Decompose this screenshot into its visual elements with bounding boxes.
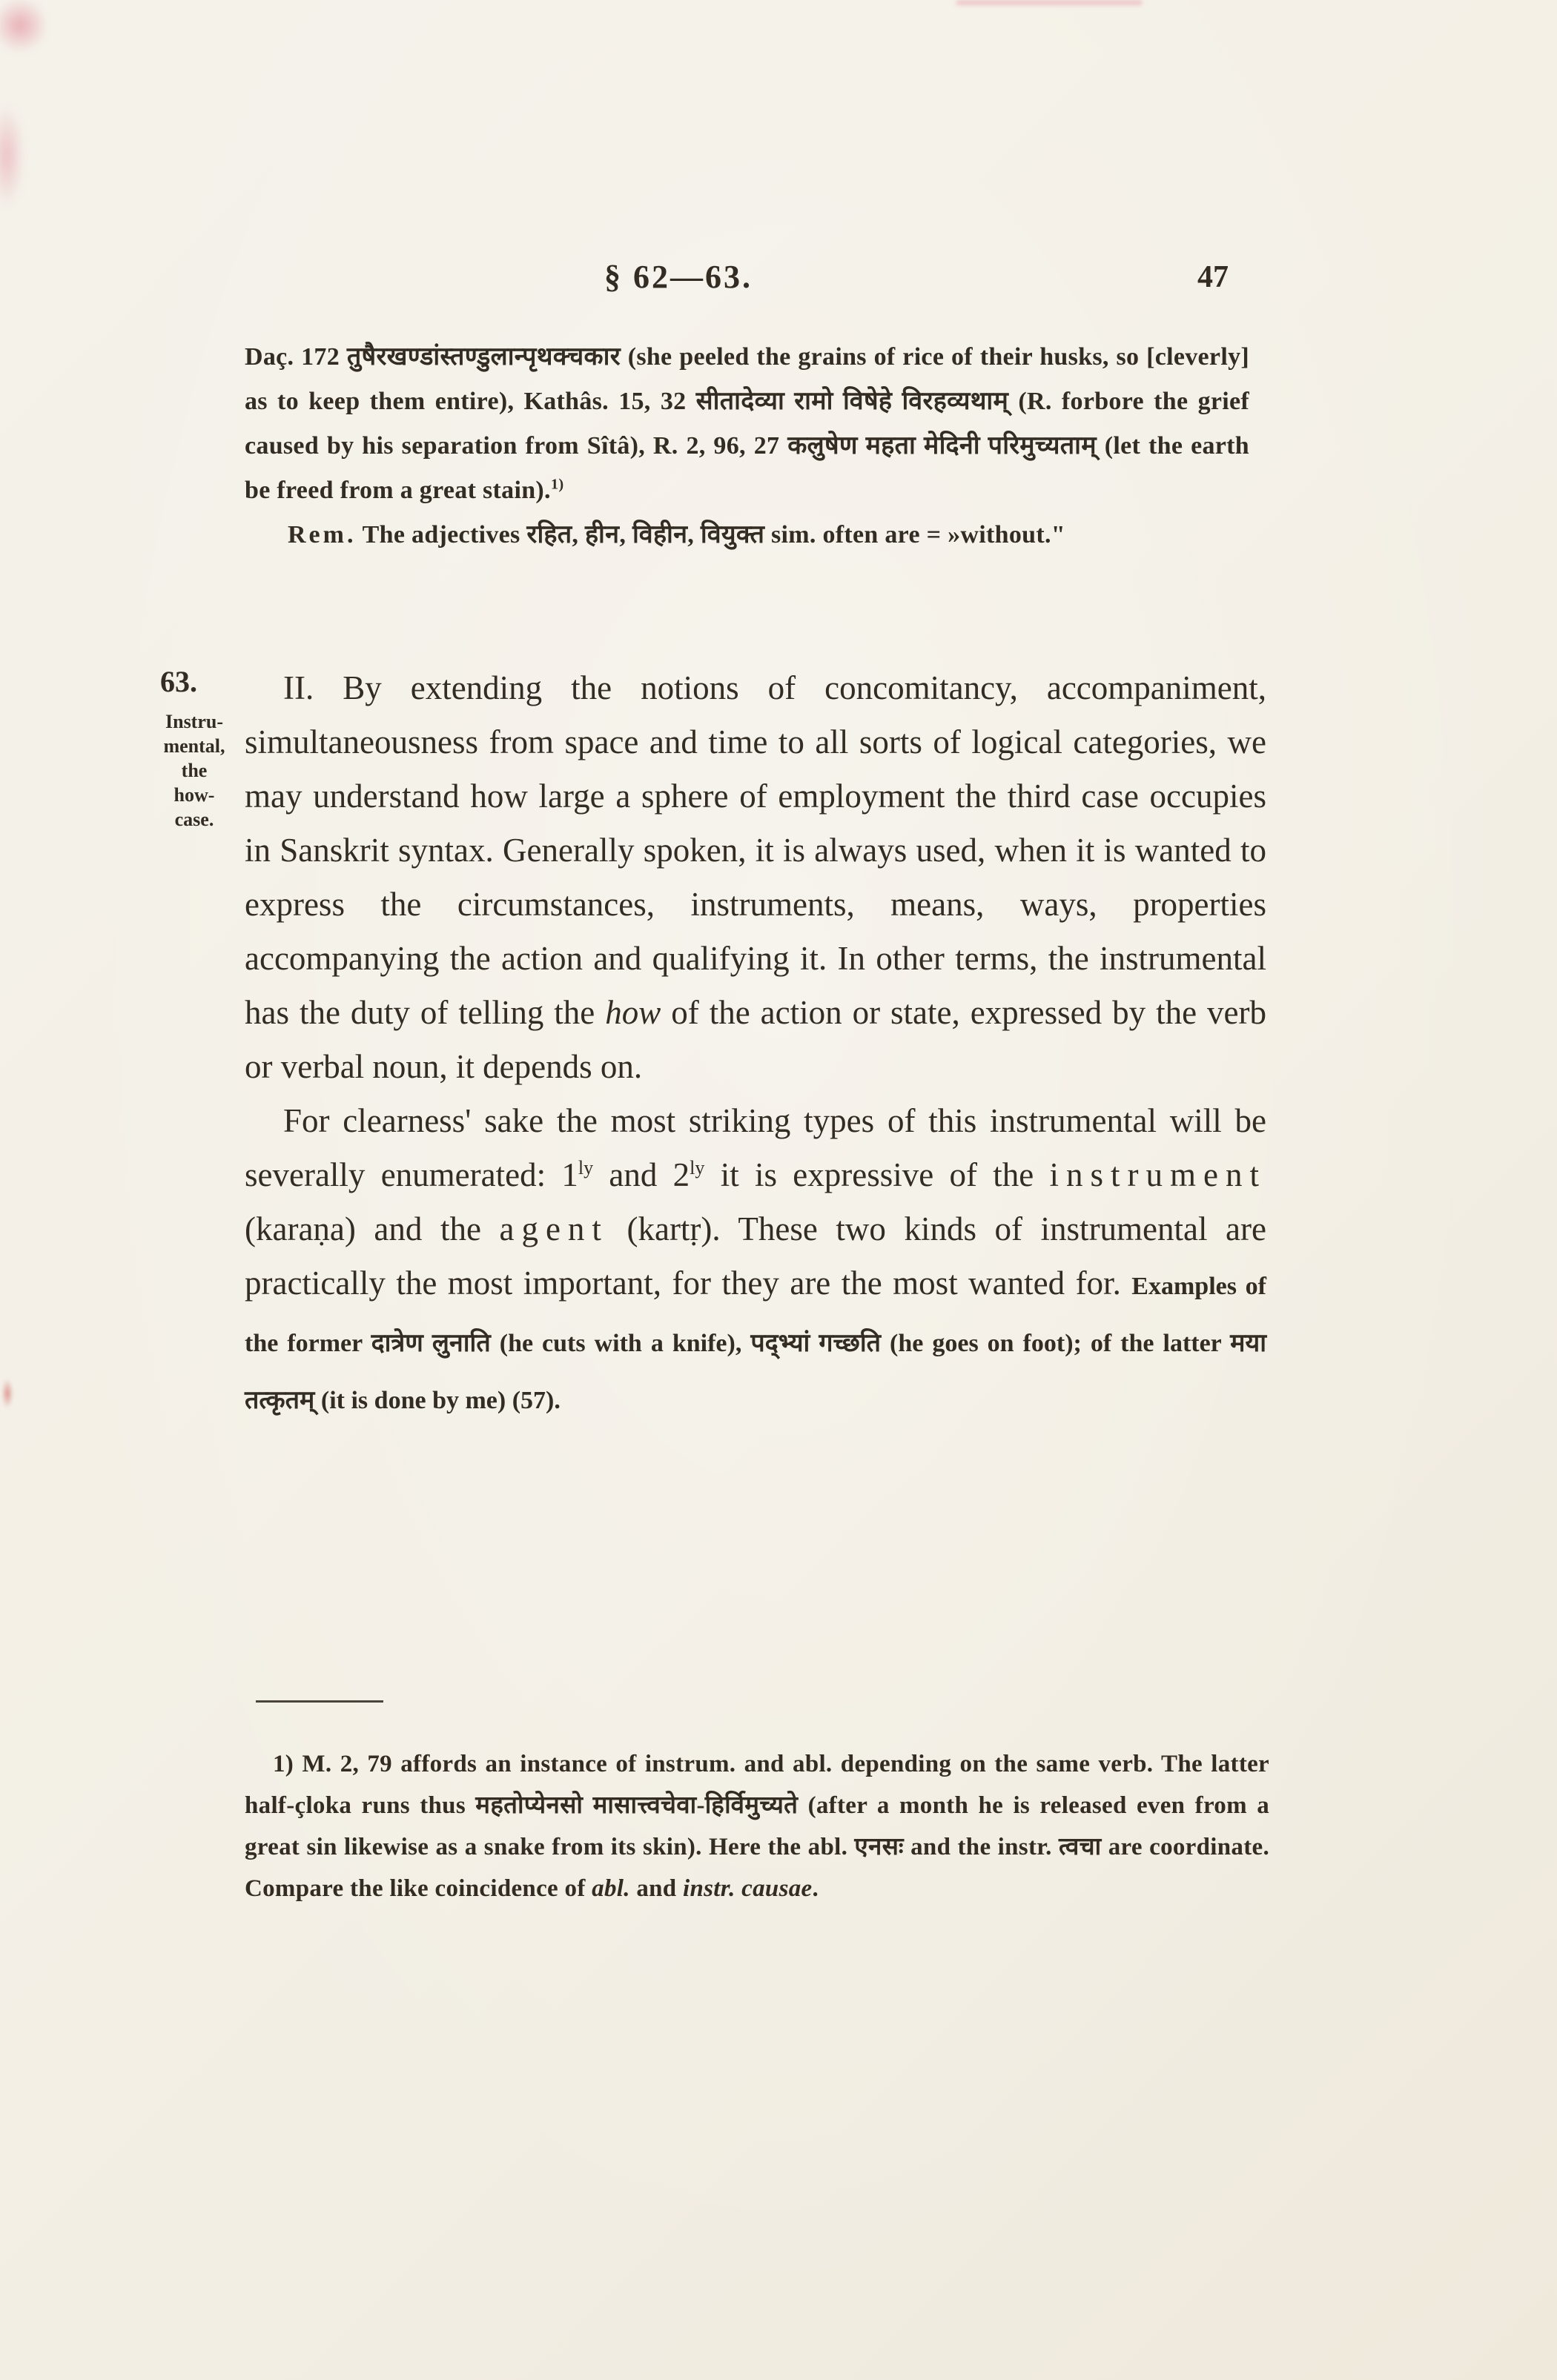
footnote-text: (after a month he is released even from a great sin likewise as a snake from its skin). Here the abl. [245, 1792, 1270, 1860]
footnote-text: are coordinate. Compare the like coincidence of [245, 1834, 1269, 1902]
english-gloss: (R. forbore the grief caused by his separation from Sîtâ), R. 2, 96, 27 [245, 388, 1250, 460]
page-number: 47 [1197, 260, 1229, 294]
body-text: II. By extending the notions of concomitancy, accompaniment, simultaneousness from space and time to all sorts of logical categories, we may understand how large a sphere of employment the third case occupies in Sanskrit syntax. Generally spoken, it is always used, when it is wanted to express the circumstances, instruments, means, ways, properties accompanying the action and qualifying it. In other terms, the instrumental has the duty of telling the [245, 669, 1266, 1031]
scan-artifact [0, 104, 24, 208]
scan-artifact [0, 0, 46, 55]
section-number: 63. [160, 665, 197, 698]
body-text: (kartṛ). These two kinds of instrumental are practically the most important, for they are the most wanted for. [245, 1210, 1266, 1302]
remark-text: The adjectives [356, 521, 527, 548]
main-text [245, 661, 1266, 1428]
cross-reference: (57) [512, 1387, 555, 1414]
footnote-paragraph [245, 1743, 1269, 1909]
remark-paragraph [245, 513, 1249, 557]
footnote-text: . [812, 1875, 819, 1902]
sanskrit-word: एनसः [854, 1834, 904, 1860]
margin-note-line: case. [174, 809, 214, 830]
body-text: (karaṇa) and the [245, 1210, 500, 1247]
emphasized-term: instrument [1049, 1156, 1266, 1193]
example-text: (he goes on foot); of the latter [881, 1330, 1231, 1357]
example-text: (it is done by me) [314, 1387, 512, 1414]
sanskrit-word: वियुक्त [700, 521, 765, 548]
sanskrit-example: पद्भ्यां गच्छति [750, 1330, 882, 1357]
section-paragraph [245, 661, 1266, 1094]
sanskrit-quote: सीतादेव्या रामो विषेहे विरहव्यथाम् [695, 388, 1009, 415]
italic-term: abl. [592, 1875, 630, 1902]
body-text: of the action or state, expressed by the verb or verbal noun, it depends on. [245, 994, 1266, 1085]
remark-text: sim. often are = »without." [764, 521, 1065, 548]
ordinal-superscript: ly [690, 1157, 705, 1179]
sanskrit-word: रहित [526, 521, 572, 548]
ordinal-superscript: ly [578, 1157, 594, 1179]
body-text: it is expressive of the [704, 1156, 1050, 1193]
footnote [245, 1743, 1269, 1909]
english-gloss: (she peeled the grains of rice of their husks, so [cleverly] as to keep them entire), Kathâs. 15, 32 [245, 343, 1249, 415]
example-text: . [554, 1387, 561, 1414]
margin-note-line: mental, [163, 735, 225, 757]
example-text: (he cuts with a knife), [490, 1330, 751, 1357]
scan-artifact [1, 1379, 13, 1408]
remark-text: , [572, 521, 585, 548]
remark-text: , [619, 521, 632, 548]
excerpt-block [245, 335, 1249, 557]
citation-dac: Daç. 172 [245, 343, 347, 371]
example-text: Examples of the former [245, 1273, 1266, 1357]
footnote-text: and the instr. [903, 1834, 1059, 1860]
remark-label: Rem. [288, 521, 357, 548]
footnote-text: and [629, 1875, 684, 1902]
margin-note-line: Instru- [165, 711, 223, 732]
scan-artifact [956, 0, 1142, 5]
sanskrit-word: विहीन [632, 521, 688, 548]
body-text: and 2 [593, 1156, 690, 1193]
sanskrit-quote: महतोप्येनसो मासात्त्वचेवा-हिर्विमुच्यते [475, 1792, 799, 1819]
italic-term: instr. causae [683, 1875, 813, 1902]
english-gloss: (let the earth be freed from a great stain). [245, 432, 1249, 504]
remark-text: , [687, 521, 701, 548]
italic-word: how [605, 994, 661, 1031]
margin-note [147, 664, 242, 832]
margin-note-line: the [181, 760, 208, 781]
sanskrit-example: दात्रेण लुनाति [371, 1330, 491, 1357]
footnote-text: 1) M. 2, 79 affords an instance of instrum. and abl. depending on the same verb. The latter half-çloka runs thus [245, 1751, 1269, 1819]
section-paragraph [245, 1094, 1266, 1428]
emphasized-term: agent [499, 1210, 609, 1247]
sanskrit-word: त्वचा [1058, 1834, 1102, 1860]
running-head-section-reference: § 62—63. [604, 259, 753, 295]
sanskrit-quote: कलुषेण महता मेदिनी परिमुच्यताम् [787, 432, 1097, 460]
footnote-ref-marker: 1) [550, 476, 564, 493]
footnote-rule [256, 1700, 383, 1703]
example-quotations-paragraph [245, 335, 1249, 513]
sanskrit-quote: तुषैरखण्डांस्तण्डुलान्पृथक्चकार [346, 343, 621, 371]
margin-note-line: how- [173, 784, 215, 806]
sanskrit-word: हीन [585, 521, 620, 548]
sanskrit-example: मया तत्कृतम् [245, 1330, 1267, 1414]
body-text: For clearness' sake the most striking types of this instrumental will be severally enumerated: 1 [245, 1102, 1266, 1193]
